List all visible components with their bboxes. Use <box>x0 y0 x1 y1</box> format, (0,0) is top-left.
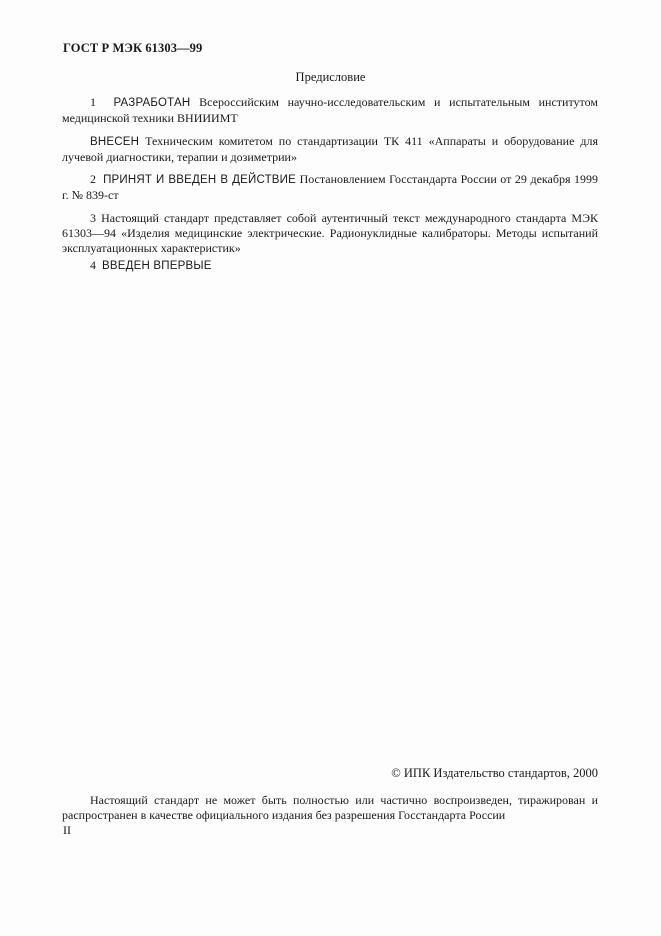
page-number: II <box>63 823 71 837</box>
section-text: Настоящий стандарт представляет собой аутентичный текст международного стандарта МЭК 61303—94 «Изделия медицинские электрические. Радионуклидные калибраторы. Методы испытаний эксплуатационных характеристик» <box>62 211 599 255</box>
section-number: 1 <box>90 95 96 109</box>
copyright-notice: © ИПК Издательство стандартов, 2000 <box>391 766 598 780</box>
reproduction-notice <box>62 793 598 823</box>
section-number: 4 <box>90 258 96 272</box>
section-2 <box>62 172 598 203</box>
notice-text: Настоящий стандарт не может быть полностью или частично воспроизведен, тиражирован и распространен в качестве официального издания без разрешения Госстандарта России <box>62 793 598 822</box>
section-lead: ВНЕСЕН <box>90 136 140 148</box>
section-text: Постановлением Госстандарта России от 29 декабря 1999 г. № 839-ст <box>62 172 599 202</box>
section-introduced <box>62 134 598 165</box>
section-3 <box>62 211 598 256</box>
page-title: Предисловие <box>295 70 366 84</box>
section-text: Всероссийским научно-исследовательским и испытательным институтом медицинской техники ВНИИИМТ <box>62 95 599 125</box>
section-lead: ВВЕДЕН ВПЕРВЫЕ <box>102 260 212 272</box>
section-4 <box>62 258 598 274</box>
document-header: ГОСТ Р МЭК 61303—99 <box>63 41 203 55</box>
section-1 <box>62 95 598 126</box>
section-number: 3 <box>90 211 96 225</box>
section-lead: ПРИНЯТ И ВВЕДЕН В ДЕЙСТВИЕ <box>103 174 297 186</box>
section-text: Техническим комитетом по стандартизации ТК 411 «Аппараты и оборудование для лучевой диагностики, терапии и дозиметрии» <box>62 134 599 164</box>
section-lead: РАЗРАБОТАН <box>113 97 191 109</box>
section-number: 2 <box>90 172 96 186</box>
